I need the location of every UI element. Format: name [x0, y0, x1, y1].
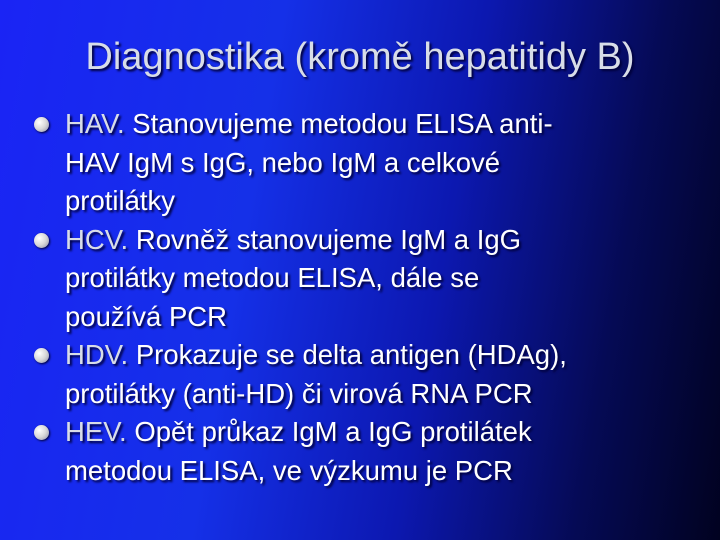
- bullet-line: [65, 221, 705, 260]
- bullet-text: Prokazuje se delta antigen (HDAg),: [135, 339, 567, 370]
- bullet-dot-icon: [34, 233, 49, 248]
- bullet-abbr: HCV.: [65, 223, 129, 255]
- bullet-text: Stanovujeme metodou ELISA anti-: [132, 108, 553, 139]
- bullet-hcv: [30, 221, 705, 337]
- bullet-line: používá PCR: [65, 300, 228, 332]
- bullet-dot-icon: [34, 425, 49, 440]
- bullet-hev: [30, 413, 705, 490]
- bullet-line: HAV IgM s IgG, nebo IgM a celkové: [65, 146, 501, 178]
- bullet-abbr: HDV.: [65, 339, 129, 370]
- bullet-dot-icon: [34, 117, 49, 132]
- bullet-line: [65, 105, 705, 144]
- bullet-text: Rovněž stanovujeme IgM a IgG: [135, 223, 522, 255]
- bullet-line: metodou ELISA, ve výzkumu je PCR: [65, 454, 513, 486]
- bullet-line: protilátky (anti-HD) či virová RNA PCR: [65, 377, 533, 409]
- bullet-line: protilátky: [65, 185, 176, 216]
- slide-title: Diagnostika (kromě hepatitidy B): [85, 36, 635, 78]
- bullet-abbr: HEV.: [65, 416, 127, 447]
- bullet-hdv: [30, 336, 705, 413]
- bullet-line: [65, 336, 705, 375]
- bullet-line: protilátky metodou ELISA, dále se: [65, 262, 480, 293]
- bullet-abbr: HAV.: [65, 108, 125, 139]
- bullet-list: [30, 105, 705, 490]
- bullet-text: Opět průkaz IgM a IgG protilátek: [134, 416, 532, 447]
- bullet-line: [65, 413, 705, 452]
- bullet-dot-icon: [34, 348, 49, 363]
- bullet-hav: [30, 105, 705, 221]
